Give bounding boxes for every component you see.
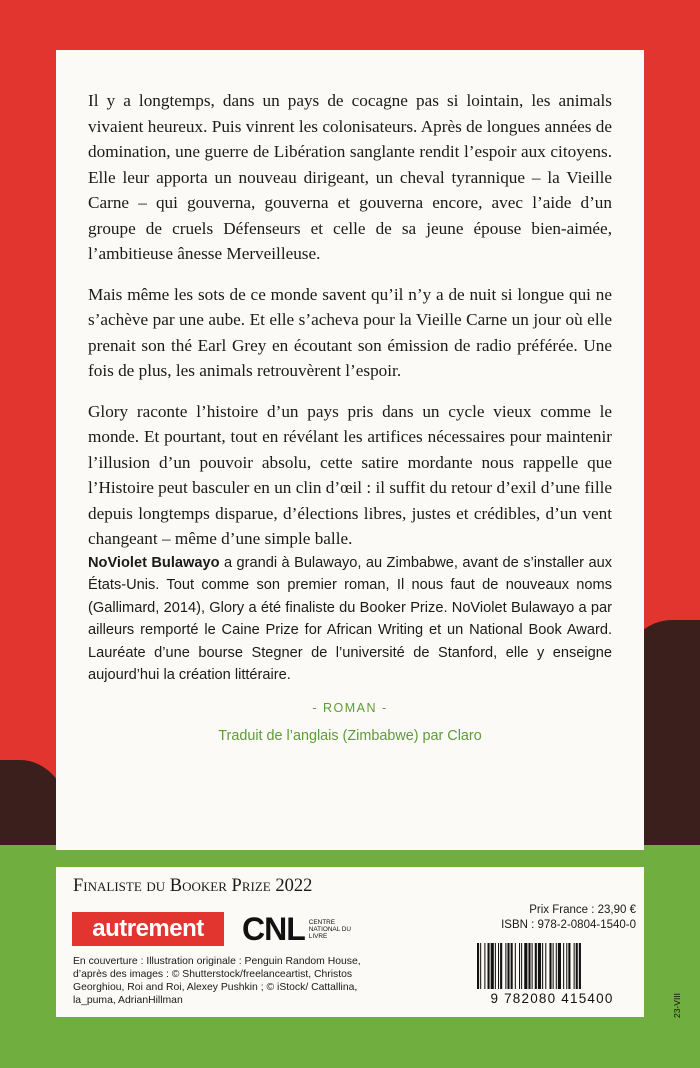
cover-credits: En couverture : Illustration originale : Penguin Random House, d’après des images : © Shutterstock/freelanceartist, Christos Georghiou, Roi and Roi, Alexey Pushkin ; © iStock/ Cattallina, la_puma, AdrianHillman [73, 956, 361, 1006]
blurb-paragraph-3: Glory raconte l’histoire d’un pays pris dans un cycle vieux comme le monde. Et pourtant, tout en révélant les artifices nécessaires pour maintenir l’illusion d’un pouvoir absolu, cette satire mordante nous rappelle que l’Histoire peut basculer en un clin d’œil : il suffit du retour d’exil d’une fille depuis longtemps disparue, d’élections libres, justes et crédibles, d’un vent changeant – même d’une simple balle. [88, 401, 612, 548]
isbn-label: ISBN : 978-2-0804-1540-0 [501, 919, 636, 931]
author-bio [88, 552, 612, 686]
price-block [456, 903, 636, 933]
barcode-digits: 9 782080 415400 [490, 991, 614, 1006]
cnl-logo-mark: CNL [242, 910, 305, 947]
blurb-text [88, 88, 612, 567]
cnl-logo [242, 909, 353, 949]
blurb-paragraph-2: Mais même les sots de ce monde savent qu’il n’y a de nuit si longue qui ne s’achève par une aube. Et elle s’acheva pour la Vieille Carne un jour où elle prenait son thé Earl Grey en écoutant son émission de radio préférée. Une fois de plus, les animals retrouvèrent l’espoir. [88, 284, 612, 380]
print-code: 23-VIII [672, 992, 682, 1018]
translator-credit: Traduit de l’anglais (Zimbabwe) par Claro [218, 728, 482, 744]
publisher-logo: autrement [72, 912, 224, 946]
blurb-panel [56, 50, 644, 850]
price-label: Prix France : 23,90 € [529, 904, 636, 916]
genre-label: - ROMAN - [312, 701, 388, 715]
finalist-banner: Finaliste du Booker Prize 2022 [73, 876, 313, 896]
blurb-paragraph-1: Il y a longtemps, dans un pays de cocagne pas si lointain, les animals vivaient heureux. Puis vinrent les colonisateurs. Après de longues années de domination, une guerre de Libération sanglante rendit l’espoir aux citoyens. Elle leur apporta un nouveau dirigeant, un cheval tyrannique – la Vieille Carne – qui gouverna, gouverna et gouverna encore, avec l’aide d’un groupe de cruels Défenseurs et celle de sa jeune épouse bien-aimée, l’ambitieuse ânesse Merveilleuse. [88, 91, 612, 263]
cnl-logo-subtitle: CENTRE NATIONAL DU LIVRE [308, 918, 352, 940]
author-name: NoViolet Bulawayo [88, 555, 220, 571]
bottom-info-panel [56, 867, 644, 1017]
author-bio-text: a grandi à Bulawayo, au Zimbabwe, avant de s’installer aux États-Unis. Tout comme son premier roman, Il nous faut de nouveaux noms (Gallimard, 2014), Glory a été finaliste du Booker Prize. NoViolet Bulawayo a par ailleurs remporté le Caine Prize for African Writing et un National Book Award. Lauréate d’une bourse Stegner de l’université de Stanford, elle y enseigne aujourd’hui la création littéraire. [88, 555, 612, 684]
barcode-icon [475, 943, 639, 989]
